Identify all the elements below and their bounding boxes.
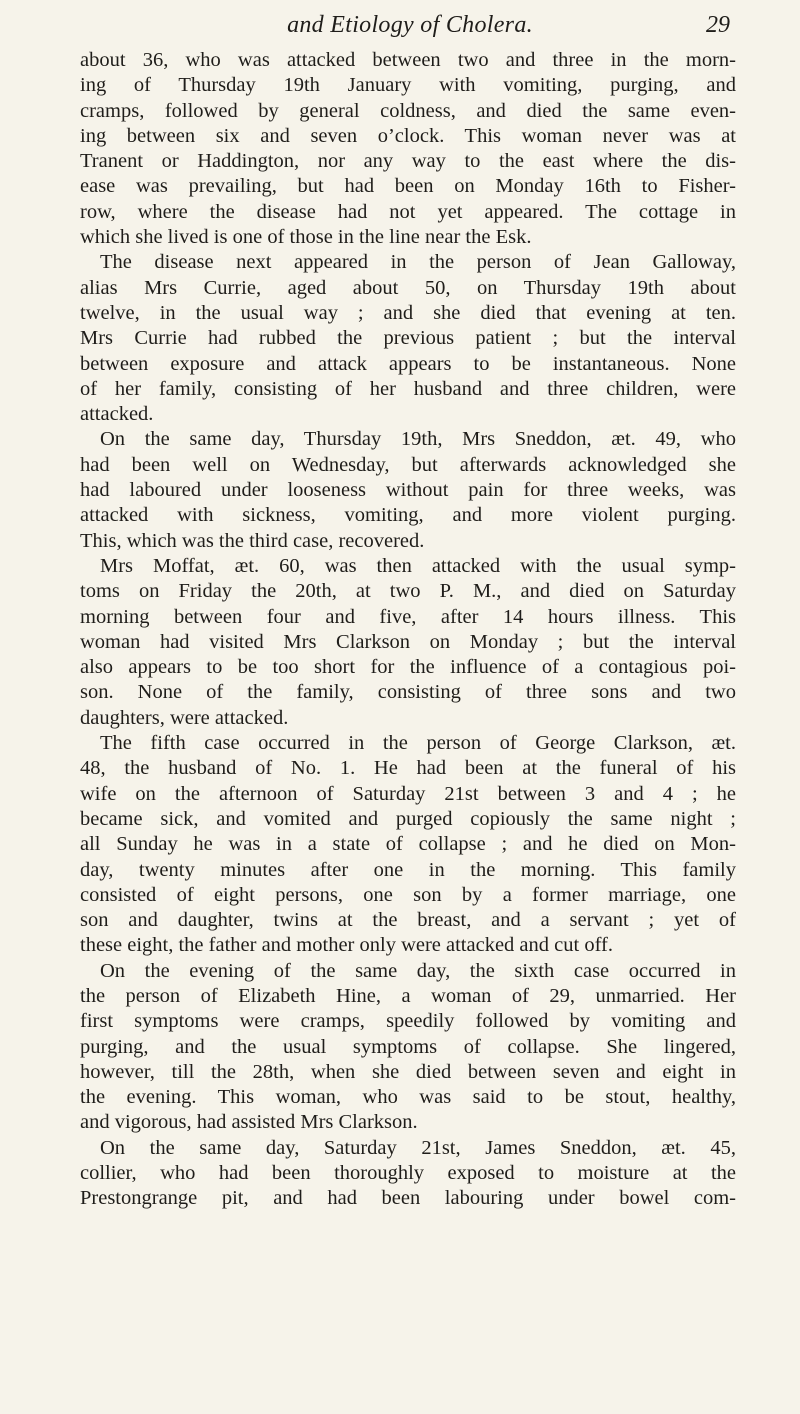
text-line: ease was prevailing, but had been on Monday 16th to Fisher- (80, 175, 736, 198)
text-line: attacked with sickness, vomiting, and more violent purging. (80, 504, 736, 527)
running-head (90, 8, 730, 42)
text-line: day, twenty minutes after one in the morning. This family (80, 858, 736, 881)
text-line: had laboured under looseness without pain for three weeks, was (80, 479, 736, 502)
text-line: all Sunday he was in a state of collapse ; and he died on Mon- (80, 833, 736, 856)
text-line: row, where the disease had not yet appeared. The cottage in (80, 200, 736, 223)
text-line: toms on Friday the 20th, at two P. M., and died on Saturday (80, 580, 736, 603)
text-line: This, which was the third case, recovered. (80, 529, 425, 552)
text-line: these eight, the father and mother only were attacked and cut off. (80, 934, 613, 957)
text-line: Mrs Moffat, æt. 60, was then attacked with the usual symp- (100, 554, 736, 577)
text-line: between exposure and attack appears to be instantaneous. None (80, 352, 736, 375)
text-line: The disease next appeared in the person of Jean Galloway, (100, 251, 736, 274)
text-line: The fifth case occurred in the person of George Clarkson, æt. (100, 732, 736, 755)
text-line: morning between four and five, after 14 hours illness. This (80, 605, 736, 628)
page-number: 29 (706, 12, 730, 38)
text-line: about 36, who was attacked between two and three in the morn- (80, 49, 736, 71)
text-line: purging, and the usual symptoms of collapse. She lingered, (80, 1035, 736, 1058)
text-line: which she lived is one of those in the line near the Esk. (80, 226, 532, 249)
text-line: first symptoms were cramps, speedily followed by vomiting and (80, 1010, 736, 1033)
text-line: ing of Thursday 19th January with vomiting, purging, and (80, 74, 736, 97)
text-line: daughters, were attacked. (80, 706, 289, 729)
text-line: consisted of eight persons, one son by a former marriage, one (80, 883, 736, 906)
text-line: Prestongrange pit, and had been labouring under bowel com- (80, 1187, 736, 1210)
text-line: Mrs Currie had rubbed the previous patient ; but the interval (80, 327, 736, 350)
running-title: and Etiology of Cholera. (287, 12, 533, 38)
text-line: however, till the 28th, when she died between seven and eight in (80, 1060, 736, 1083)
text-line: the evening. This woman, who was said to be stout, healthy, (80, 1086, 736, 1109)
text-line: son. None of the family, consisting of three sons and two (80, 681, 736, 704)
text-line: son and daughter, twins at the breast, and a servant ; yet of (80, 909, 736, 932)
text-line: On the evening of the same day, the sixth case occurred in (100, 959, 736, 982)
body-text (80, 48, 736, 1212)
text-line: On the same day, Saturday 21st, James Sneddon, æt. 45, (100, 1136, 736, 1159)
text-line: also appears to be too short for the influence of a contagious poi- (80, 656, 736, 679)
text-line: 48, the husband of No. 1. He had been at the funeral of his (80, 757, 736, 780)
text-line: of her family, consisting of her husband and three children, were (80, 377, 736, 400)
text-line: became sick, and vomited and purged copiously the same night ; (80, 807, 736, 830)
text-line: twelve, in the usual way ; and she died that evening at ten. (80, 301, 736, 324)
text-line: collier, who had been thoroughly exposed to moisture at the (80, 1162, 736, 1185)
text-line: wife on the afternoon of Saturday 21st between 3 and 4 ; he (80, 782, 736, 805)
text-line: ing between six and seven o’clock. This woman never was at (80, 124, 736, 147)
text-line: Tranent or Haddington, nor any way to the east where the dis- (80, 150, 736, 173)
text-line: alias Mrs Currie, aged about 50, on Thursday 19th about (80, 276, 736, 299)
text-line: and vigorous, had assisted Mrs Clarkson. (80, 1111, 418, 1134)
text-line: had been well on Wednesday, but afterwards acknowledged she (80, 453, 736, 476)
text-line: cramps, followed by general coldness, and died the same even- (80, 99, 736, 122)
text-line: attacked. (80, 403, 154, 426)
text-line: woman had visited Mrs Clarkson on Monday ; but the interval (80, 630, 736, 653)
text-line: On the same day, Thursday 19th, Mrs Sneddon, æt. 49, who (100, 428, 736, 451)
text-line: the person of Elizabeth Hine, a woman of 29, unmarried. Her (80, 984, 736, 1007)
